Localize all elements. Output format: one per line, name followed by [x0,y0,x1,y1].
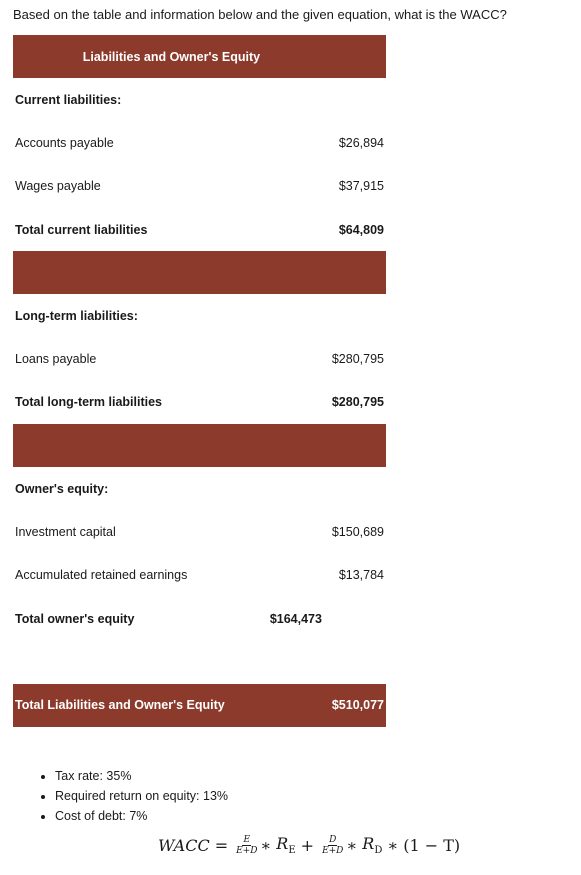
table-row [13,337,386,380]
grand-total-band [13,684,386,727]
table-title: Liabilities and Owner's Equity [13,35,330,78]
row-value: $26,894 [338,135,384,150]
list-item: • Cost of debt: 7% [55,806,228,826]
return-equity: $R_E$ [276,834,296,857]
debt-fraction: $\frac{D}{E+D}$ [322,834,344,856]
plus-sign: + [300,835,315,855]
row-label: Accounts payable [15,135,114,150]
row-label: Total owner's equity [15,611,135,626]
tax-term: (1 − T) [403,835,461,855]
grand-total-value: $510,077 [330,684,386,727]
row-value: $37,915 [338,179,384,194]
row-label: Total long-term liabilities [15,395,163,410]
equity-fraction: $\frac{E}{E+D}$ [236,834,258,856]
table-row [13,208,386,251]
row-value: $150,689 [331,525,384,540]
grand-total-label: Total Liabilities and Owner's Equity [13,684,262,727]
table-row [13,554,386,597]
list-item: • Required return on equity: 13% [55,786,228,806]
row-value: $13,784 [338,568,384,583]
cost-debt: $R_D$ [362,834,383,857]
question-text: Based on the table and information below and the given equation, what is the WACC? [13,7,507,22]
row-value: $280,795 [331,352,384,367]
table-row [13,78,386,121]
row-label: Wages payable [15,179,101,194]
equation-equals: = [214,835,229,855]
owners-equity-heading: Owner's equity: [15,481,109,496]
facts-list [40,766,228,826]
row-value: $280,795 [331,395,384,410]
row-label: Accumulated retained earnings [15,568,188,583]
row-label: Investment capital [15,525,116,540]
table-row [13,467,386,510]
table-row [13,121,386,164]
wacc-equation [158,834,460,856]
row-label: Total current liabilities [15,222,148,237]
list-item: • Tax rate: 35% [55,766,228,786]
current-liabilities-heading: Current liabilities: [15,92,122,107]
times-sign: ∗ [346,835,358,855]
row-label: Loans payable [15,352,97,367]
table-row [13,640,386,683]
equation-lhs: WACC [158,835,210,855]
balance-sheet-table [13,35,386,727]
table-row [13,597,386,640]
divider-band [13,424,386,467]
table-row [13,165,386,208]
table-row [13,510,386,553]
row-value: $164,473 [269,611,322,626]
divider-band [13,251,386,294]
times-sign: ∗ [260,835,272,855]
long-term-liabilities-heading: Long-term liabilities: [15,308,138,323]
table-row [13,294,386,337]
table-header-band [13,35,386,78]
row-value: $64,809 [338,222,384,237]
times-sign: ∗ [387,835,399,855]
table-row [13,381,386,424]
